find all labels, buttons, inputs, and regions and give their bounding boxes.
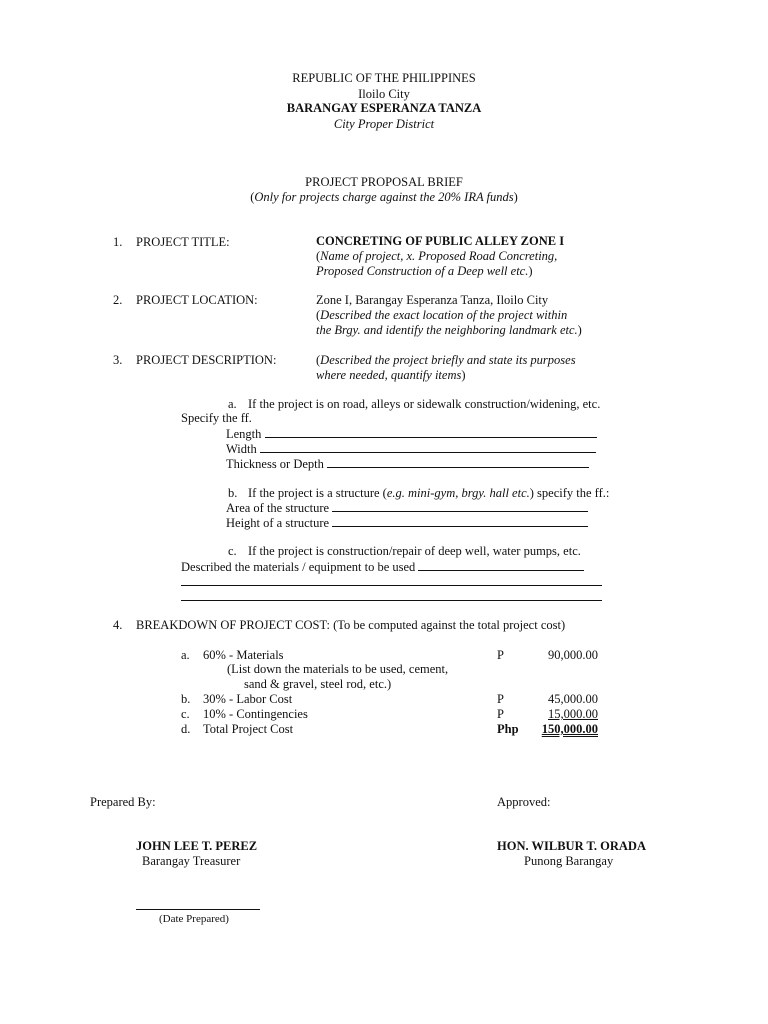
project-title-hint-1 [316,250,557,263]
hint-text: Proposed Construction of a Deep well etc. [316,264,529,278]
item-3-number: 3. [113,353,123,367]
materials-input-line-3[interactable] [181,590,602,601]
area-input-line[interactable] [332,501,588,512]
cost-row-amount: 45,000.00 [548,692,598,706]
cost-row-currency: P [497,692,504,706]
brief-note-close: ) [513,190,518,204]
hint-close: ) [528,264,533,278]
item-4-number: 4. [113,618,123,632]
item-4-label: BREAKDOWN OF PROJECT COST: (To be computed against the total project cost) [136,618,566,632]
project-title-hint-2 [316,265,533,278]
width-label: Width [226,442,257,456]
hint-close: ) [577,323,582,337]
hint-open: ( [316,308,321,322]
materials-note-1: (List down the materials to be used, cement, [227,662,449,676]
cost-row-desc: Total Project Cost [203,722,294,736]
sub-b-text [248,487,609,500]
hint-open: ( [316,249,321,263]
project-description-hint-2 [316,369,466,382]
cost-row-letter: c. [181,707,190,721]
cost-row-letter: b. [181,692,191,706]
brief-title: PROJECT PROPOSAL BRIEF [305,175,463,189]
sub-c-text: If the project is construction/repair of deep well, water pumps, etc. [248,544,581,558]
cost-row-letter: d. [181,722,191,736]
district-heading: City Proper District [333,117,435,131]
cost-row-amount: 15,000.00 [548,707,598,721]
cost-row-desc: 10% - Contingencies [203,707,308,721]
brief-note [0,191,768,204]
width-field [226,442,596,456]
sub-b-letter: b. [228,486,238,500]
hint-close: ) [461,368,466,382]
item-2-number: 2. [113,293,123,307]
cost-row-amount: 90,000.00 [548,648,598,662]
sub-b-example: e.g. mini-gym, brgy. hall etc. [386,486,530,500]
total-amount-wrap [500,723,598,736]
length-label: Length [226,427,262,441]
cost-row-desc: 60% - Materials [203,648,284,662]
hint-text: Described the project briefly and state its purposes [320,353,576,367]
project-location-hint-2 [316,324,582,337]
hint-text: Described the exact location of the project within [320,308,568,322]
hint-text: where needed, quantify items [316,368,462,382]
date-prepared-label: (Date Prepared) [159,913,229,925]
cost-row-desc: 30% - Labor Cost [203,692,293,706]
project-location-hint-1 [316,309,567,322]
sub-a-text: If the project is on road, alleys or sidewalk construction/widening, etc. [248,397,601,411]
area-field [226,501,588,515]
approver-title: Punong Barangay [524,854,614,868]
height-field [226,516,588,530]
item-2-label: PROJECT LOCATION: [136,293,258,307]
preparer-name: JOHN LEE T. PEREZ [136,839,258,853]
sub-b-text-2: ) specify the ff.: [529,486,610,500]
brief-note-text: Only for projects charge against the 20% IRA funds [254,190,514,204]
barangay-heading: BARANGAY ESPERANZA TANZA [286,101,482,115]
materials-note-2: sand & gravel, steel rod, etc.) [244,677,392,691]
approver-name: HON. WILBUR T. ORADA [497,839,646,853]
brief-note-open: ( [250,190,255,204]
thickness-input-line[interactable] [327,457,589,468]
cost-row-amount-wrap [500,708,598,721]
approved-label: Approved: [497,795,551,809]
materials-input-line-2[interactable] [181,575,602,586]
thickness-field [226,457,589,471]
height-input-line[interactable] [332,516,588,527]
length-input-line[interactable] [265,427,597,438]
sub-a-letter: a. [228,397,237,411]
republic-heading: REPUBLIC OF THE PHILIPPINES [292,71,476,85]
project-title-value: CONCRETING OF PUBLIC ALLEY ZONE I [316,234,565,248]
cost-row-currency: Php [497,722,519,736]
sub-a-specify: Specify the ff. [181,411,252,425]
preparer-title: Barangay Treasurer [142,854,241,868]
cost-row-letter: a. [181,648,190,662]
width-input-line[interactable] [260,442,596,453]
sub-c-letter: c. [228,544,237,558]
hint-text: Name of project, x. Proposed Road Concreting, [320,249,558,263]
total-amount: 150,000.00 [541,722,598,736]
item-3-label: PROJECT DESCRIPTION: [136,353,277,367]
thickness-label: Thickness or Depth [226,457,324,471]
area-label: Area of the structure [226,501,330,515]
city-heading: Iloilo City [358,87,410,101]
cost-row-currency: P [497,648,504,662]
sub-b-text-1: If the project is a structure ( [248,486,387,500]
materials-input-line[interactable] [418,560,584,571]
materials-label: Described the materials / equipment to be used [181,560,416,574]
item-1-number: 1. [113,235,123,249]
prepared-by-label: Prepared By: [90,795,156,809]
hint-open: ( [316,353,321,367]
height-label: Height of a structure [226,516,330,530]
date-input-line[interactable] [136,899,260,910]
materials-field [181,560,584,574]
cost-row-currency: P [497,707,504,721]
item-1-label: PROJECT TITLE: [136,235,230,249]
project-location-value: Zone I, Barangay Esperanza Tanza, Iloilo City [316,293,549,307]
length-field [226,427,597,441]
project-description-hint-1 [316,354,576,367]
hint-text: the Brgy. and identify the neighboring landmark etc. [316,323,578,337]
